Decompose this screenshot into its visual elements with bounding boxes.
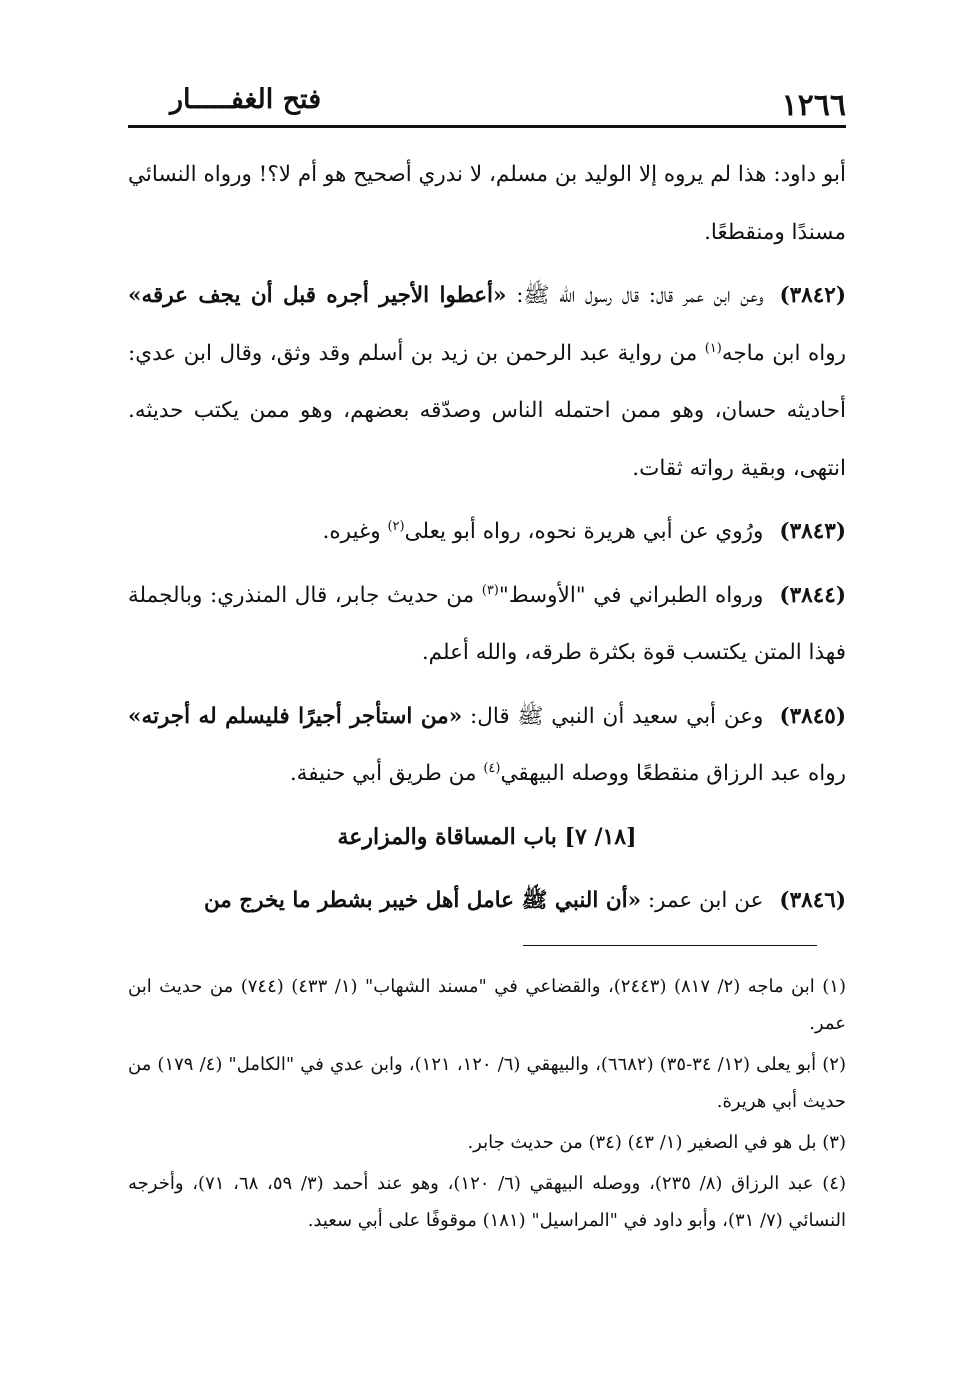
hadith-number: (٣٨٤٢) bbox=[779, 283, 847, 308]
hadith-quote: «من استأجر أجيرًا فليسلم له أجرته» bbox=[128, 703, 463, 729]
hadith-text: من حديث جابر، قال المنذري: وبالجملة فهذا المتن يكتسب قوة بكثرة طرقه، والله أعلم. bbox=[128, 582, 846, 665]
hadith-3845 bbox=[128, 688, 846, 803]
hadith-text: من رواية عبد الرحمن بن زيد بن أسلم وقد وثق، وقال ابن عدي: أحاديثه حسان، وهو ممن احتمله الناس وصدّقه بعضهم، وهو ممن يكتب حديثه. انتهى، وبقية رواته ثقات. bbox=[128, 340, 846, 481]
page-header bbox=[128, 80, 846, 128]
hadith-text: من طريق أبي حنيفة. bbox=[289, 761, 484, 786]
book-title: فتح الغفـــــار bbox=[170, 84, 322, 115]
header-rule bbox=[128, 125, 846, 128]
hadith-text: ورُوي عن أبي هريرة نحوه، رواه أبو يعلى bbox=[404, 519, 764, 544]
footnote-marker[interactable]: (١) bbox=[704, 340, 722, 356]
hadith-number: (٣٨٤٤) bbox=[779, 582, 846, 608]
hadith-text: رواه ابن ماجه bbox=[721, 340, 846, 366]
footnote-4: (٤) عبد الرزاق (٨/ ٢٣٥)، ووصله البيهقي (٦/ ١٢٠)، وهو عند أحمد (٣/ ٥٩، ٦٨، ٧١)، وأخرجه النسائي (٧/ ٣١)، وأبو داود في "المراسيل" (١٨١) موقوفًا على أبي سعيد. bbox=[128, 1173, 846, 1231]
hadith-intro: وعن ابن عمر قال: قال رسول الله ﷺ: bbox=[516, 283, 764, 308]
footnote-marker[interactable]: (٢) bbox=[387, 518, 405, 534]
hadith-text: رواه عبد الرزاق منقطعًا ووصله البيهقي bbox=[500, 761, 846, 786]
footnote-3: (٣) بل هو في الصغير (١/ ٤٣) (٣٤) من حديث جابر. bbox=[467, 1132, 846, 1153]
footnote-1: (١) ابن ماجه (٢/ ٨١٧) (٢٤٤٣)، والقضاعي في "مسند الشهاب" (١/ ٤٣٣) (٧٤٤) من حديث ابن عمر. bbox=[128, 976, 846, 1034]
hadith-intro: وعن أبي سعيد أن النبي ﷺ قال: bbox=[469, 703, 764, 729]
hadith-quote: «أعطوا الأجير أجره قبل أن يجف عرقه» bbox=[128, 283, 507, 308]
footnote-marker[interactable]: (٣) bbox=[481, 582, 499, 598]
footnote-2: (٢) أبو يعلى (١٢/ ٣٤-٣٥) (٦٦٨٢)، والبيهقي (٦/ ١٢٠، ١٢١)، وابن عدي في "الكامل" (٤/ ١٧٩) من حديث أبي هريرة. bbox=[128, 1054, 846, 1112]
main-text bbox=[128, 146, 846, 929]
hadith-number: (٣٨٤٥) bbox=[779, 703, 847, 729]
footnote-separator bbox=[523, 945, 817, 946]
hadith-number: (٣٨٤٦) bbox=[779, 887, 846, 913]
footnotes bbox=[128, 968, 846, 1243]
hadith-3843 bbox=[128, 503, 846, 561]
paragraph-continuation bbox=[128, 146, 846, 261]
hadith-3846 bbox=[128, 872, 846, 930]
section-title: [١٨/ ٧] باب المساقاة والمزارعة bbox=[337, 823, 637, 850]
page-number: ١٢٦٦ bbox=[781, 88, 846, 123]
hadith-intro: عن ابن عمر: bbox=[647, 887, 764, 913]
paragraph-text: أبو داود: هذا لم يروه إلا الوليد بن مسلم، لا ندري أصحيح هو أم لا؟! ورواه النسائي مسندًا ومنقطعًا. bbox=[127, 162, 846, 245]
hadith-3844 bbox=[128, 567, 846, 682]
hadith-number: (٣٨٤٣) bbox=[779, 519, 846, 544]
hadith-quote: «أن النبي ﷺ عامل أهل خيبر بشطر ما يخرج من bbox=[203, 887, 642, 913]
footnote-marker[interactable]: (٤) bbox=[483, 760, 501, 776]
hadith-text: ورواه الطبراني في "الأوسط" bbox=[498, 582, 764, 608]
hadith-3842 bbox=[128, 267, 846, 497]
hadith-text: وغيره. bbox=[322, 519, 388, 544]
